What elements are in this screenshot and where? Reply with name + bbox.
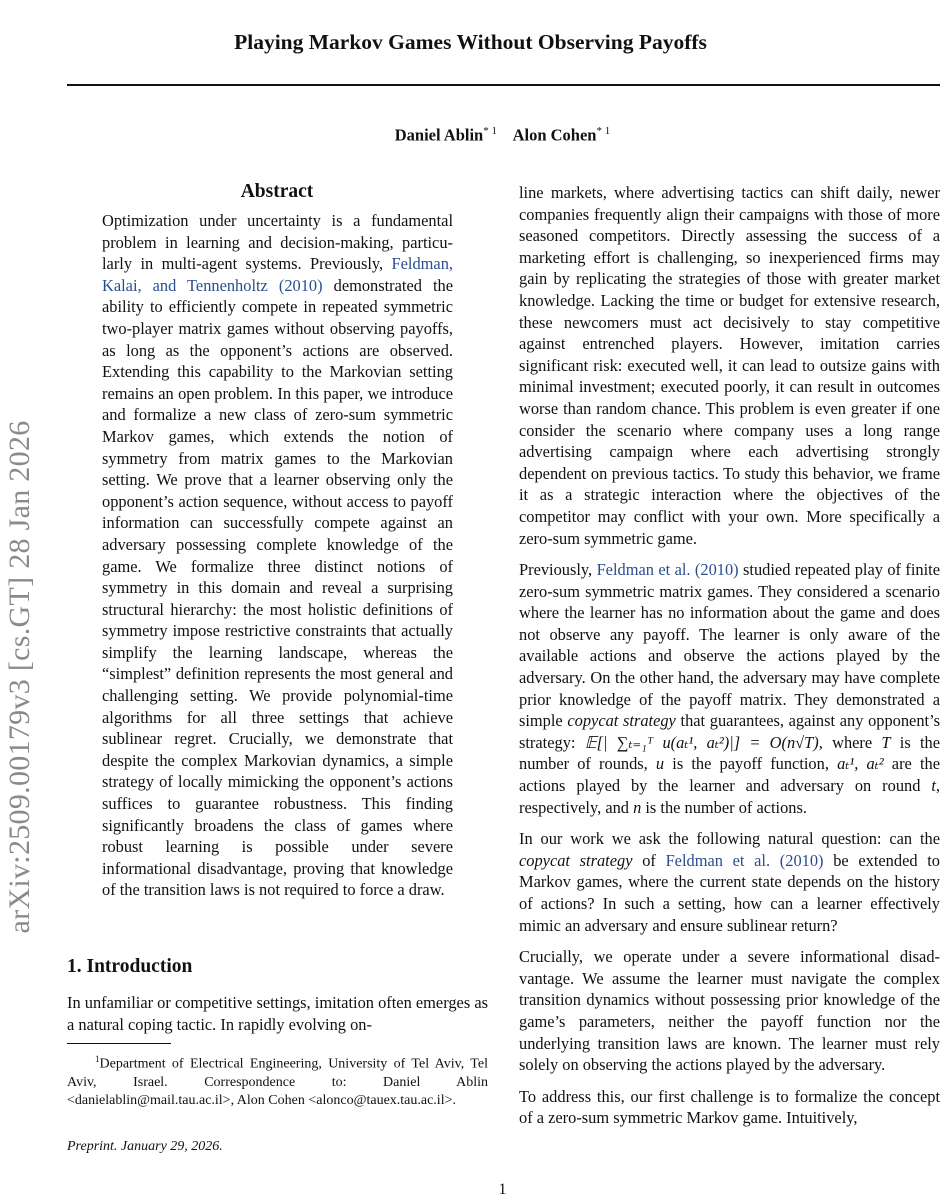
text-run: , respectively, and: [519, 776, 940, 817]
citation-link[interactable]: Feldman, Kalai, and Tennenholtz (2010): [102, 254, 453, 295]
math-expression: 𝔼[| ∑ₜ₌₁ᵀ u(aₜ¹, aₜ²)|] = O(n√T): [584, 732, 819, 752]
abstract-heading: Abstract: [240, 181, 314, 202]
footnote-rule: [67, 1043, 171, 1044]
paragraph: [519, 182, 940, 549]
author-name: Alon Cohen: [512, 125, 597, 145]
text-run: To address this, our first challenge is to formalize the concept of a zero-sum symmetric Markov game. Intuitively,: [519, 1086, 940, 1128]
text-run: line markets, where advertising tactics can shift daily, newer companies frequently align their campaigns with those of more seasoned competitors. Directly assessing the success of a marketing effort is challenging, so inexperienced firms may gain by replicating the strategies of those with greater market knowledge. Lacking the time or budget for extensive research, these newcomers must act decisively to stay competitive against entrenched players. However, imitation carries significant risk: executed well, it can lead to outsize gains with minimal investment; executed poorly, it can result in outcomes worse than random chance. This problem is even greater if one consider the scenario where company uses a long range advertising campaign where each advertising strongly dependent on previous tactics. To study this behavior, we frame it as a strategic interaction where the objectives of the competitor may conflict with your own. More specifically a zero-sum symmetric game.: [519, 183, 940, 548]
citation-link[interactable]: Feldman et al. (2010): [596, 560, 739, 580]
arxiv-stamp: arXiv:2509.00179v3 [cs.GT] 28 Jan 2026: [3, 420, 36, 934]
text-run: is the number of actions.: [641, 797, 807, 817]
paragraph: [67, 992, 488, 1035]
section-heading-introduction: 1. Introduction: [67, 956, 193, 977]
text-run: Optimization under uncertainty is a fundamental problem in learning and decision-making, particularly in multi-agent systems. Previously,: [102, 211, 453, 274]
text-run: Previously,: [519, 560, 597, 580]
paragraph: [519, 559, 940, 818]
paragraph: [519, 828, 940, 936]
page-number: 1: [498, 1181, 507, 1198]
author-affil-mark: * 1: [483, 125, 497, 137]
text-run: is the number of rounds,: [519, 732, 940, 774]
math-expression: T: [881, 732, 891, 752]
footnote-mark: 1: [95, 1054, 100, 1064]
text-run: In unfamiliar or competitive settings, imitation often emerges as a natural coping tactic. In rapidly evolving on-: [67, 993, 488, 1034]
text-run: studied repeated play of finite zero-sum symmetric matrix games. They considered a scenario where the learner has no information about the game and does not observe any payoff. The learner is only aware of the available actions and observe the actions played by the adversary. On the other hand, the adversary may have complete prior knowledge of the payoff matrix. They demonstrated a simple: [519, 560, 940, 731]
introduction-body: [67, 992, 488, 1035]
paragraph: [102, 210, 453, 901]
paper-title: Playing Markov Games Without Observing Payoffs: [234, 30, 707, 54]
text-run: that guarantees, against any opponent’s strategy:: [519, 711, 940, 752]
math-expression: u: [655, 754, 665, 774]
paragraph: [519, 946, 940, 1076]
text-run: of: [632, 850, 666, 870]
affiliation-footnote: [67, 1050, 488, 1111]
right-column-body: [519, 182, 940, 1139]
text-run: Crucially, we operate under a severe informational disadvantage. We assume the learner must navigate the complex transition dynamics without possessing prior knowledge of the game’s parameters, neither the payoff function nor the underlying transition laws are known. The learner must rely solely on observing the actions played by the adversary.: [519, 947, 940, 1075]
text-run: In our work we ask the following natural question: can the: [519, 829, 940, 849]
math-expression: t: [931, 776, 936, 796]
title-rule: [67, 84, 940, 86]
text-run: , where: [818, 732, 882, 752]
footnote-text: Department of Electrical Engineering, University of Tel Aviv, Tel Aviv, Israel. Correspondence to: Daniel Ablin <danielablin@mail.tau.ac.il>, Alon Cohen <alonco@tauex.tau.ac.il>.: [67, 1056, 488, 1109]
author-name: Daniel Ablin: [394, 125, 484, 145]
text-run: demonstrated the ability to efficiently compete in repeated symmetric two-player matrix games without observing payoffs, as long as the opponent’s actions are observed. Extending this capability to the Markovian setting remains an open problem. In this paper, we introduce and formalize a new class of zero-sum symmetric Markov games, which extends the notion of symmetry from matrix games to the Markovian setting. We prove that a learner observing only the opponent’s action sequence, without access to payoff information can successfully compete against an adversary possessing complete knowledge of the game. We formalize three distinct notions of symmetry in this domain and reveal a surprising structural hierarchy: the most holistic definitions of symmetry impose restrictive constraints that actually simplify the learning landscape, whereas the “simplest” definition represents the most general and challenging setting. We provide polynomial-time algorithms for all three settings that achieve sublinear regret. Crucially, we demonstrate that despite the complex Markovian dynamics, a simple strategy of locally mimicking the opponent’s actions suffices to guarantee robustness. This finding significantly broadens the class of games where robust learning is possible under severe informational disadvantage, proving that knowledge of the transition laws is not required to force a draw.: [102, 275, 453, 900]
text-run: be extended to Markov games, where the current state depends on the history of actions? In such a setting, how can a learner effectively mimic an adversary and ensure sublinear return?: [519, 850, 940, 935]
math-expression: n: [633, 797, 642, 817]
author-list: [0, 125, 941, 146]
emphasis-text: copycat strategy: [519, 850, 633, 870]
math-expression: aₜ¹, aₜ²: [837, 754, 884, 774]
emphasis-text: copycat strategy: [567, 711, 676, 731]
abstract-body: [102, 210, 453, 901]
citation-link[interactable]: Feldman et al. (2010): [665, 850, 824, 870]
author-affil-mark: * 1: [596, 125, 611, 137]
text-run: are the actions played by the learner and adversary on round: [519, 754, 940, 796]
preprint-notice: Preprint. January 29, 2026.: [67, 1139, 223, 1154]
text-run: is the payoff function,: [664, 754, 838, 774]
paragraph: [519, 1086, 940, 1129]
